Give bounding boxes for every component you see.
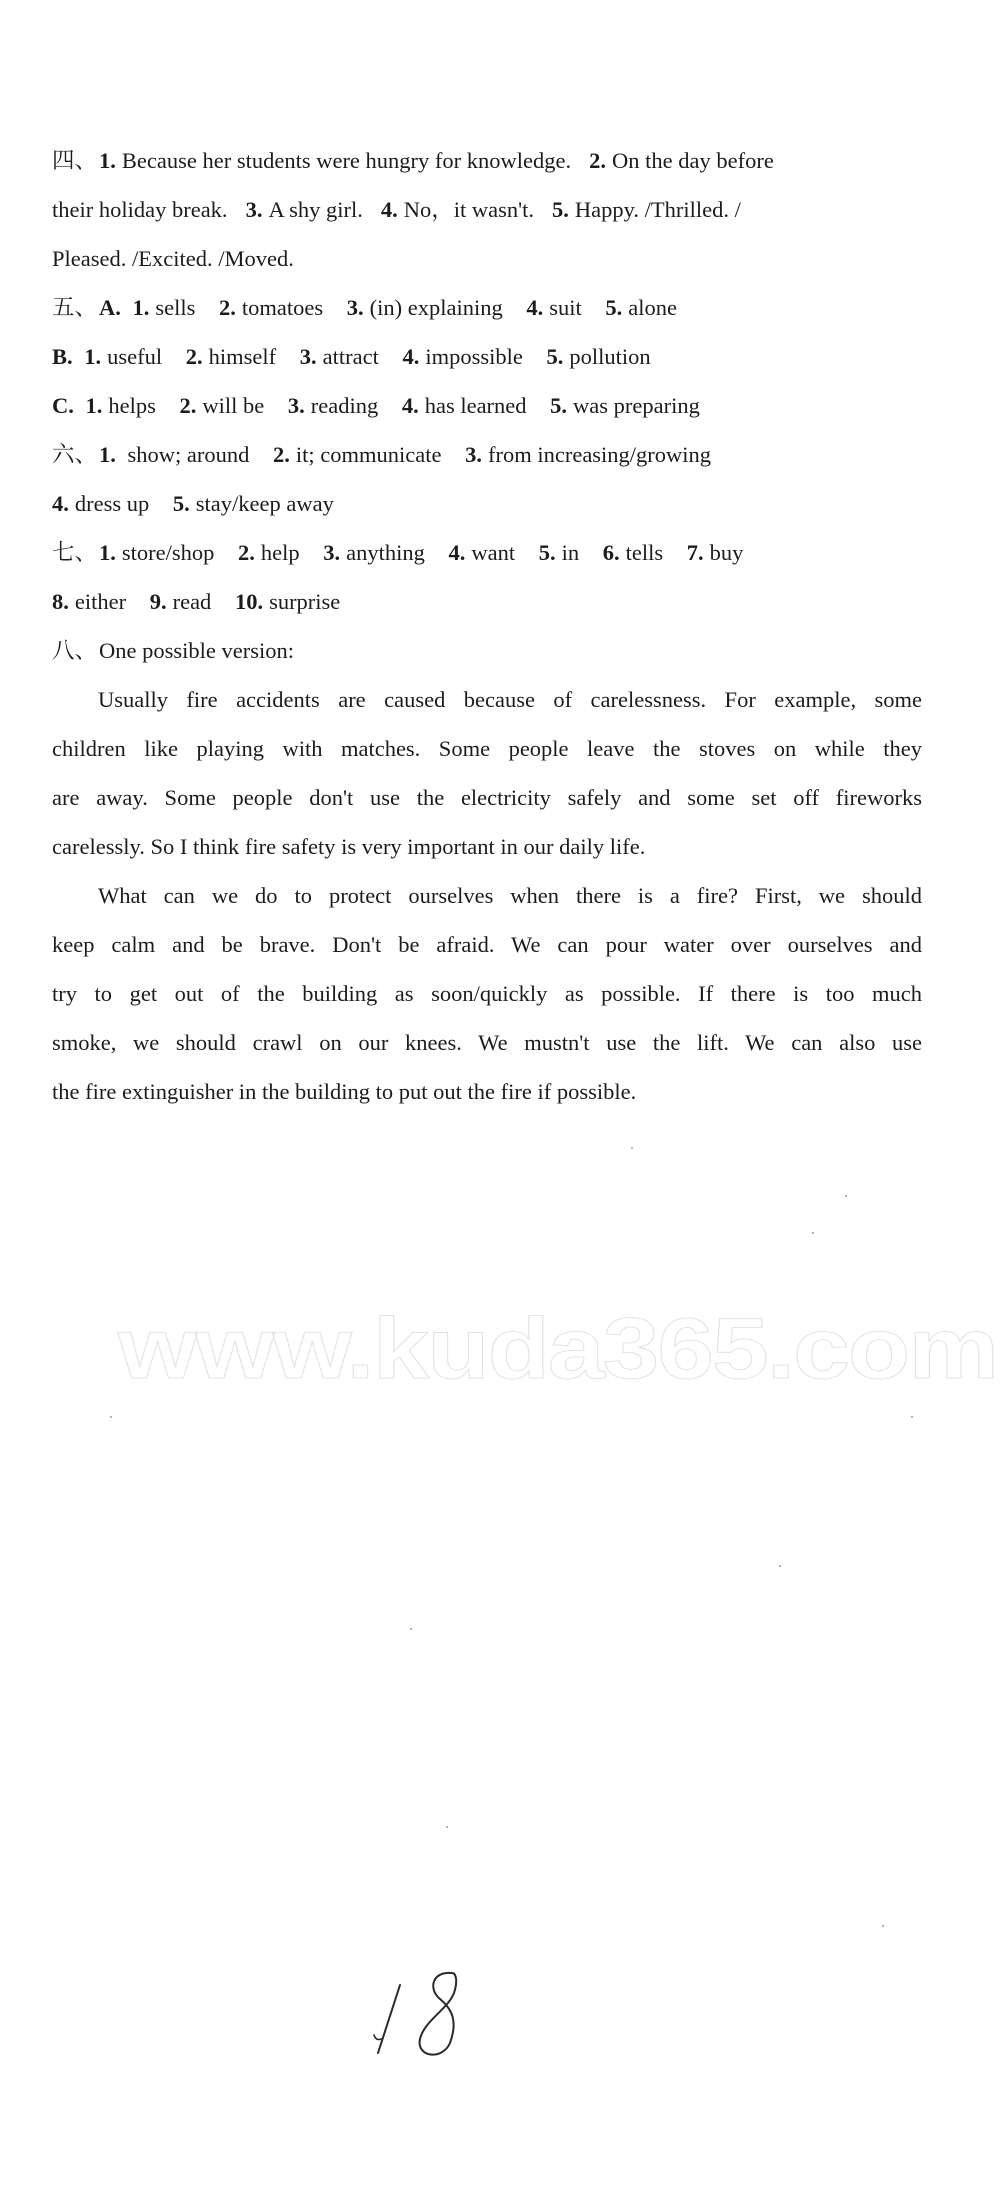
- question-number: 9.: [149, 589, 167, 614]
- section-6-line-1: [52, 430, 922, 479]
- section-5-c-line: [52, 381, 922, 430]
- section-5-a-line: [52, 283, 922, 332]
- question-number: 7.: [686, 540, 704, 565]
- answer-text: Because her students were hungry for knowledge.: [121, 148, 572, 173]
- section-5-b-line: [52, 332, 922, 381]
- question-number: 4.: [380, 197, 398, 222]
- answer-text: Pleased. /Excited. /Moved.: [52, 246, 294, 271]
- answer-text: (in) explaining: [369, 295, 503, 320]
- scan-speck: [911, 1416, 913, 1418]
- answer-text: On the day before: [612, 148, 774, 173]
- answer-text: dress up: [74, 491, 150, 516]
- answer-text: their holiday break.: [52, 197, 228, 222]
- question-number: 1.: [132, 295, 150, 320]
- question-number: 5.: [552, 197, 569, 222]
- section-6-label: 六、: [52, 442, 98, 467]
- answer-text: stay/keep away: [195, 491, 334, 516]
- section-7-line-1: [52, 528, 922, 577]
- question-number: 4.: [402, 344, 420, 369]
- scan-speck: [446, 1826, 448, 1828]
- question-number: 2.: [589, 148, 606, 173]
- answer-text: will be: [202, 393, 265, 418]
- answer-text: store/shop: [121, 540, 215, 565]
- question-number: 3.: [346, 295, 364, 320]
- scan-speck: [812, 1232, 814, 1234]
- question-number: 5.: [550, 393, 568, 418]
- essay-line: Usually fire accidents are caused because of carelessness. For example, some: [98, 687, 922, 712]
- answer-text: A shy girl.: [268, 197, 363, 222]
- answer-text: Happy. /Thrilled. /: [574, 197, 741, 222]
- answer-text: was preparing: [573, 393, 700, 418]
- essay-line: What can we do to protect ourselves when there is a fire? First, we should: [98, 883, 922, 908]
- question-number: 3.: [323, 540, 341, 565]
- section-7-label: 七、: [52, 540, 98, 565]
- question-number: 1.: [85, 393, 103, 418]
- question-number: 4.: [401, 393, 419, 418]
- answer-text: read: [172, 589, 212, 614]
- question-number: 6.: [602, 540, 620, 565]
- answer-text: reading: [310, 393, 379, 418]
- section-8-intro: One possible version:: [99, 638, 294, 663]
- scan-speck: [845, 1195, 847, 1197]
- answer-text: suit: [549, 295, 582, 320]
- answer-text: show; around: [127, 442, 250, 467]
- question-number: 1.: [84, 344, 102, 369]
- answer-text: it; communicate: [295, 442, 442, 467]
- answer-text: pollution: [569, 344, 651, 369]
- answer-text: sells: [155, 295, 196, 320]
- essay-paragraph-1: [52, 675, 922, 871]
- answer-text: surprise: [269, 589, 341, 614]
- question-number: 2.: [273, 442, 290, 467]
- answer-text-block: [52, 136, 922, 1116]
- essay-line: the fire extinguisher in the building to put out the fire if possible.: [52, 1079, 637, 1104]
- section-4-line-3: [52, 234, 922, 283]
- question-number: 10.: [234, 589, 264, 614]
- question-number: 4.: [52, 491, 69, 516]
- section-4-label: 四、: [52, 148, 98, 173]
- answer-text: has learned: [424, 393, 527, 418]
- question-number: 3.: [465, 442, 482, 467]
- answer-text: want: [471, 540, 516, 565]
- section-4-line-1: [52, 136, 922, 185]
- answer-text: from increasing/growing: [487, 442, 712, 467]
- section-8-intro-line: [52, 626, 922, 675]
- part-label: C.: [52, 393, 74, 418]
- answer-text: tomatoes: [241, 295, 324, 320]
- essay-paragraph-2: [52, 871, 922, 1116]
- essay-line: keep calm and be brave. Don't be afraid. We can pour water over ourselves and: [52, 932, 922, 957]
- answer-text: No，it wasn't.: [403, 197, 535, 222]
- section-8-label: 八、: [52, 638, 98, 663]
- essay-line: are away. Some people don't use the electricity safely and some set off fireworks: [52, 785, 922, 810]
- question-number: 5.: [605, 295, 623, 320]
- question-number: 5.: [546, 344, 564, 369]
- question-number: 2.: [185, 344, 203, 369]
- question-number: 3.: [245, 197, 263, 222]
- question-number: 5.: [172, 491, 190, 516]
- answer-text: help: [260, 540, 300, 565]
- answer-text: tells: [625, 540, 664, 565]
- part-label: B.: [52, 344, 73, 369]
- answer-text: anything: [346, 540, 425, 565]
- answer-text: helps: [108, 393, 156, 418]
- question-number: 4.: [448, 540, 466, 565]
- question-number: 3.: [287, 393, 305, 418]
- question-number: 8.: [52, 589, 69, 614]
- answer-text: in: [561, 540, 580, 565]
- question-number: 2.: [238, 540, 255, 565]
- scan-speck: [631, 1147, 633, 1149]
- answer-text: impossible: [425, 344, 523, 369]
- answer-text: useful: [107, 344, 163, 369]
- scan-speck: [882, 1925, 884, 1927]
- answer-text: either: [74, 589, 127, 614]
- essay-line: try to get out of the building as soon/quickly as possible. If there is too much: [52, 981, 922, 1006]
- handwritten-page-number: [372, 1965, 492, 2065]
- scan-speck: [410, 1628, 412, 1630]
- answer-text: alone: [628, 295, 677, 320]
- essay-line: children like playing with matches. Some people leave the stoves on while they: [52, 736, 922, 761]
- question-number: 2.: [179, 393, 197, 418]
- question-number: 4.: [526, 295, 544, 320]
- question-number: 3.: [299, 344, 317, 369]
- essay-line: smoke, we should crawl on our knees. We mustn't use the lift. We can also use: [52, 1030, 922, 1055]
- part-label: A.: [99, 295, 121, 320]
- scan-speck: [110, 1416, 112, 1418]
- question-number: 1.: [99, 148, 116, 173]
- question-number: 1.: [99, 540, 116, 565]
- answer-text: buy: [709, 540, 744, 565]
- question-number: 2.: [219, 295, 236, 320]
- section-4-line-2: [52, 185, 922, 234]
- question-number: 5.: [538, 540, 556, 565]
- section-5-label: 五、: [52, 295, 98, 320]
- answer-text: attract: [322, 344, 379, 369]
- section-6-line-2: [52, 479, 922, 528]
- answer-text: himself: [208, 344, 277, 369]
- scan-speck: [779, 1565, 781, 1567]
- watermark: www.kuda365.com: [118, 1299, 997, 1397]
- question-number: 1.: [99, 442, 116, 467]
- essay-line: carelessly. So I think fire safety is very important in our daily life.: [52, 834, 646, 859]
- section-7-line-2: [52, 577, 922, 626]
